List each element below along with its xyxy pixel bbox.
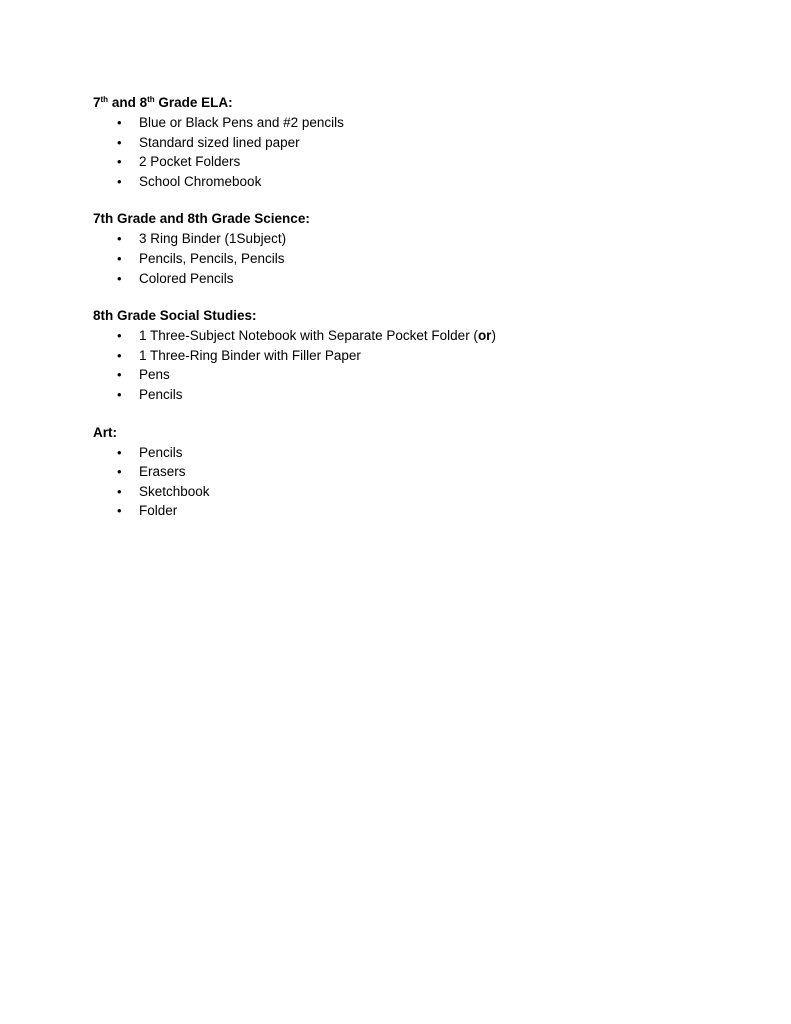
bullet-icon: • xyxy=(117,250,122,266)
section-science xyxy=(93,209,713,288)
list-item xyxy=(93,133,713,153)
item-list-ela xyxy=(93,113,713,191)
list-item xyxy=(93,113,713,133)
item-list-art xyxy=(93,443,713,521)
bullet-icon: • xyxy=(117,115,122,130)
list-item xyxy=(93,385,713,405)
section-art xyxy=(93,423,713,521)
list-item xyxy=(93,365,713,385)
item-text: Blue or Black Pens and #2 pencils xyxy=(139,115,344,130)
heading-part: Grade ELA: xyxy=(154,95,233,110)
item-list-social-studies xyxy=(93,326,713,404)
item-text: ) xyxy=(491,328,496,344)
bullet-icon: • xyxy=(117,231,122,247)
item-text: Colored Pencils xyxy=(139,270,234,286)
list-item xyxy=(93,462,713,482)
section-heading-social-studies: 8th Grade Social Studies: xyxy=(93,308,257,324)
bullet-icon: • xyxy=(117,154,122,170)
list-item xyxy=(93,249,713,269)
superscript: th xyxy=(100,94,109,104)
item-text: Pens xyxy=(139,367,170,383)
item-text: Standard sized lined paper xyxy=(139,134,300,150)
list-item xyxy=(93,152,713,172)
heading-part: 7 xyxy=(93,95,101,110)
heading-part: and 8 xyxy=(108,95,148,110)
list-item xyxy=(93,269,713,289)
bullet-icon: • xyxy=(117,386,122,402)
item-text: Pencils xyxy=(139,444,183,460)
bullet-icon: • xyxy=(117,134,122,150)
item-list-science xyxy=(93,229,713,288)
section-social-studies xyxy=(93,306,713,404)
bullet-icon: • xyxy=(117,347,122,363)
item-text: 1 Three-Ring Binder with Filler Paper xyxy=(139,347,361,363)
item-text: Folder xyxy=(139,503,178,519)
item-text: Pencils, Pencils, Pencils xyxy=(139,250,285,266)
list-item xyxy=(93,443,713,463)
bullet-icon: • xyxy=(117,328,122,344)
section-heading-science: 7th Grade and 8th Grade Science: xyxy=(93,211,310,227)
supply-list xyxy=(93,93,713,539)
list-item xyxy=(93,346,713,366)
list-item xyxy=(93,482,713,502)
item-text: 3 Ring Binder (1Subject) xyxy=(139,231,287,247)
bullet-icon: • xyxy=(117,503,122,519)
section-heading-art: Art: xyxy=(93,424,117,440)
item-text: Pencils xyxy=(139,386,183,402)
bullet-icon: • xyxy=(117,173,122,189)
item-text: 2 Pocket Folders xyxy=(139,154,241,170)
item-text: Sketchbook xyxy=(139,483,210,499)
list-item xyxy=(93,326,713,346)
section-ela xyxy=(93,93,713,191)
bullet-icon: • xyxy=(117,464,122,480)
bullet-icon: • xyxy=(117,444,122,460)
item-text: School Chromebook xyxy=(139,173,262,189)
superscript: th xyxy=(147,94,155,104)
bullet-icon: • xyxy=(117,483,122,499)
bullet-icon: • xyxy=(117,367,122,383)
item-text-emphasis: or xyxy=(477,328,492,344)
section-heading-ela xyxy=(93,93,713,113)
list-item xyxy=(93,172,713,192)
bullet-icon: • xyxy=(117,270,122,286)
list-item xyxy=(93,501,713,521)
item-text: Erasers xyxy=(139,464,186,480)
item-text: 1 Three-Subject Notebook with Separate Pocket Folder ( xyxy=(139,328,478,344)
list-item xyxy=(93,229,713,249)
